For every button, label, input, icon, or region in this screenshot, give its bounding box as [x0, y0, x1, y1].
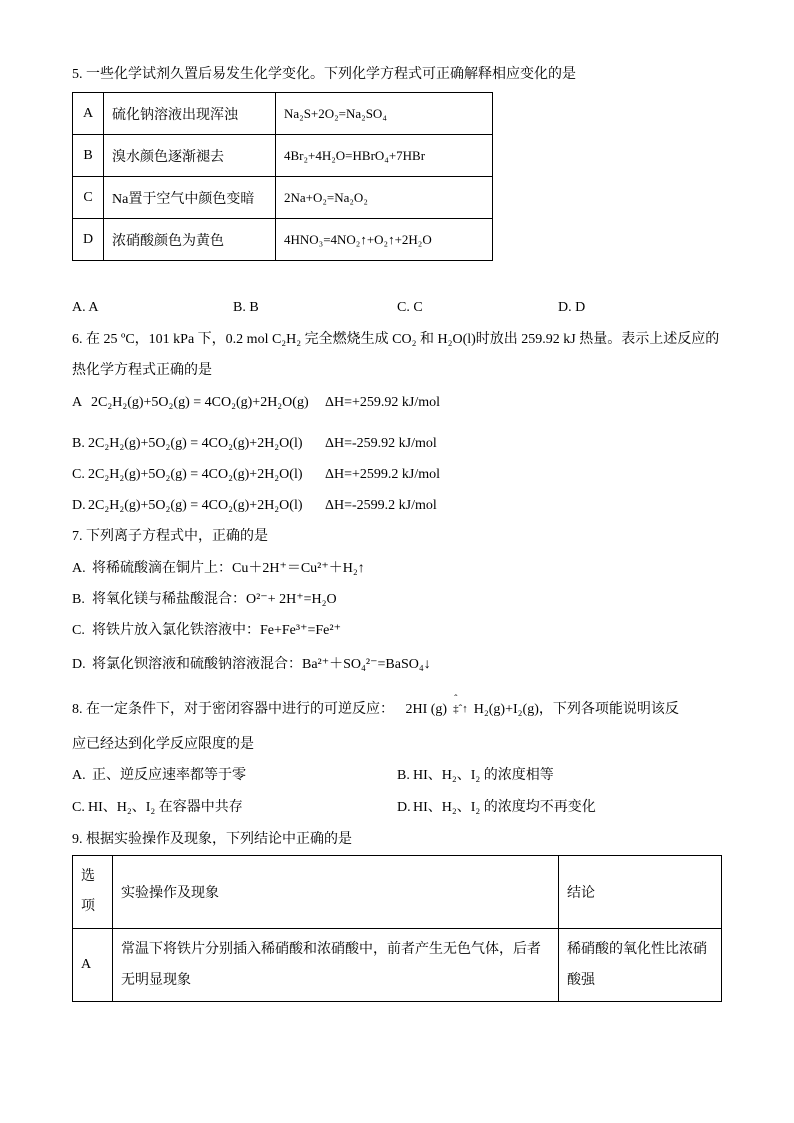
q5-table	[72, 92, 493, 261]
q8-stem-line2: 应已经达到化学反应限度的是	[72, 737, 254, 752]
row-equation: 4Br₂+4H₂O=HBrO₄+7HBr	[276, 135, 493, 177]
q8-option-b	[397, 766, 554, 786]
option-text: HI、H₂、I₂ 的浓度相等	[413, 768, 554, 783]
q5-option-d: D. D	[558, 300, 586, 315]
row-label: B	[73, 135, 104, 177]
procedure-line: 常温下将铁片分别插入稀硝酸和浓硝酸中，前者产生无色气体，后者	[121, 942, 541, 957]
option-label: D.	[397, 800, 411, 815]
reversible-arrow-icon	[453, 694, 468, 719]
header-procedure: 实验操作及现象	[113, 856, 559, 929]
option-equation: 2C₂H₂(g)+5O₂(g) = 4CO₂(g)+2H₂O(l)	[88, 498, 303, 513]
arrow-top-mark: ˆ	[454, 694, 458, 705]
q7-option-b	[72, 590, 337, 610]
q9-stem: 9. 根据实验操作及现象，下列结论中正确的是	[72, 832, 352, 847]
q8-stem-line1	[72, 694, 679, 719]
option-text: 正、逆反应速率都等于零	[92, 768, 246, 783]
row-label: D	[73, 219, 104, 261]
header-option-line: 选	[81, 869, 95, 884]
q6-option-a	[72, 393, 440, 413]
q7-option-d	[72, 655, 431, 675]
option-text: 将氯化钡溶液和硫酸钠溶液混合：Ba²⁺＋SO₄²⁻=BaSO₄↓	[92, 657, 431, 672]
q6-option-b	[72, 434, 437, 454]
q7-option-c	[72, 621, 341, 641]
option-enthalpy: ΔH=-259.92 kJ/mol	[325, 436, 437, 451]
header-option-line: 项	[81, 899, 95, 914]
row-phenomenon: Na置于空气中颜色变暗	[104, 177, 276, 219]
q8-option-a	[72, 766, 246, 786]
row-equation: Na₂S+2O₂=Na₂SO₄	[276, 93, 493, 135]
q6-stem-line2: 热化学方程式正确的是	[72, 363, 212, 378]
row-label: A	[73, 929, 113, 1002]
q6-option-d	[72, 496, 437, 516]
q5-option-a: A. A	[72, 300, 99, 315]
option-enthalpy: ΔH=-2599.2 kJ/mol	[325, 498, 437, 513]
row-label: A	[73, 93, 104, 135]
procedure-line: 无明显现象	[121, 973, 191, 988]
row-procedure	[113, 929, 559, 1002]
option-label: B.	[72, 592, 85, 607]
arrow-glyphs: ‡ˆ↑	[453, 703, 468, 715]
option-label: A	[72, 395, 83, 410]
option-equation: 2C₂H₂(g)+5O₂(g) = 4CO₂(g)+2H₂O(g)	[91, 395, 309, 410]
option-text: 将稀硫酸滴在铜片上：Cu＋2H⁺＝Cu²⁺＋H₂↑	[92, 561, 365, 576]
table-row	[73, 929, 722, 1002]
q8-product: H₂(g)+I₂(g)	[473, 702, 539, 717]
option-equation: 2C₂H₂(g)+5O₂(g) = 4CO₂(g)+2H₂O(l)	[88, 467, 303, 482]
option-label: C.	[72, 623, 85, 638]
row-equation: 4HNO₃=4NO₂↑+O₂↑+2H₂O	[276, 219, 493, 261]
option-label: A.	[72, 768, 86, 783]
header-conclusion: 结论	[559, 856, 722, 929]
q5-option-b: B. B	[233, 300, 259, 315]
table-row	[73, 177, 493, 219]
row-label: C	[73, 177, 104, 219]
q8-stem-suffix: ，下列各项能说明该反	[538, 702, 679, 717]
conclusion-line: 稀硝酸的氧化性比浓硝	[567, 942, 707, 957]
option-label: A.	[72, 561, 86, 576]
option-equation: 2C₂H₂(g)+5O₂(g) = 4CO₂(g)+2H₂O(l)	[88, 436, 303, 451]
q7-stem: 7. 下列离子方程式中，正确的是	[72, 529, 268, 544]
table-row	[73, 219, 493, 261]
q8-option-c	[72, 798, 243, 818]
option-text: 将氧化镁与稀盐酸混合：O²⁻+ 2H⁺=H₂O	[92, 592, 337, 607]
q5-stem: 5. 一些化学试剂久置后易发生化学变化。下列化学方程式可正确解释相应变化的是	[72, 67, 576, 82]
option-text: HI、H₂、I₂ 的浓度均不再变化	[413, 800, 596, 815]
option-enthalpy: ΔH=+2599.2 kJ/mol	[325, 467, 441, 482]
option-enthalpy: ΔH=+259.92 kJ/mol	[325, 395, 441, 410]
row-equation: 2Na+O₂=Na₂O₂	[276, 177, 493, 219]
option-label: B.	[72, 436, 85, 451]
q8-stem-prefix: 8. 在一定条件下，对于密闭容器中进行的可逆反应：	[72, 702, 394, 717]
option-label: C.	[72, 467, 85, 482]
option-label: D.	[72, 498, 86, 513]
table-row	[73, 93, 493, 135]
option-text: HI、H₂、I₂ 在容器中共存	[88, 800, 243, 815]
q5-option-c: C. C	[397, 300, 423, 315]
option-label: D.	[72, 657, 86, 672]
q8-option-d	[397, 798, 596, 818]
option-label: C.	[72, 800, 85, 815]
conclusion-line: 酸强	[567, 973, 595, 988]
q9-table	[72, 855, 722, 1002]
q6-stem-line1: 6. 在 25 ºC，101 kPa 下，0.2 mol C₂H₂ 完全燃烧生成 CO₂ 和 H₂O(l)时放出 259.92 kJ 热量。表示上述反应的	[72, 332, 720, 347]
q6-option-c	[72, 465, 440, 485]
table-header-row	[73, 856, 722, 929]
q8-reactant: 2HI (g)	[405, 702, 448, 717]
header-option	[73, 856, 113, 929]
row-phenomenon: 浓硝酸颜色为黄色	[104, 219, 276, 261]
row-phenomenon: 硫化钠溶液出现浑浊	[104, 93, 276, 135]
table-row	[73, 135, 493, 177]
row-phenomenon: 溴水颜色逐渐褪去	[104, 135, 276, 177]
row-conclusion	[559, 929, 722, 1002]
option-text: 将铁片放入氯化铁溶液中：Fe+Fe³⁺=Fe²⁺	[92, 623, 341, 638]
q7-option-a	[72, 559, 365, 579]
option-label: B.	[397, 768, 410, 783]
